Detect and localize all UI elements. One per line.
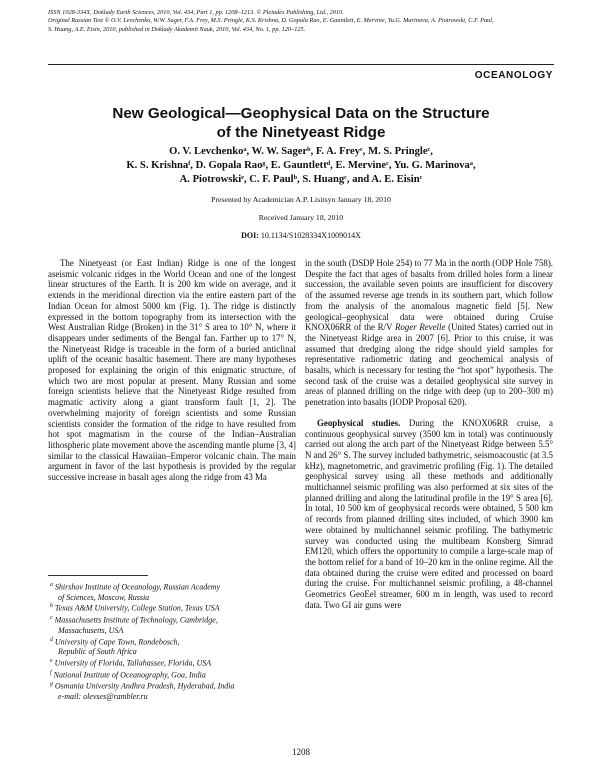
affiliation-line: Republic of South Africa	[58, 647, 137, 657]
author-line: K. S. Krishnaᶠ, D. Gopala Raoᵍ, E. Gauntlettᵈ, E. Mervineᶜ, Yu. G. Marinovaᵃ,	[126, 160, 476, 172]
author-list	[48, 145, 554, 188]
right-column	[305, 258, 553, 611]
title-line: of the Ninetyeast Ridge	[216, 124, 386, 141]
affiliation-mark: d	[50, 636, 53, 643]
article-title	[48, 104, 554, 142]
header-rule	[48, 64, 554, 65]
geophysical-paragraph	[305, 418, 553, 611]
affiliation-line: Massachusetts, USA	[58, 625, 124, 635]
journal-header	[48, 9, 554, 34]
affiliation-line: Shirshov Institute of Oceanology, Russian Academy	[54, 582, 221, 592]
affiliation-a	[48, 581, 298, 602]
affiliation-line: National Institute of Oceanography, Goa, India	[53, 670, 206, 680]
intro-continuation-paragraph	[305, 258, 553, 408]
footnote-rule	[48, 575, 148, 576]
header-line: S. Huang, A.E. Eisin, 2010, published in Doklady Akademii Nauk, 2010, Vol. 434, No. 1, pp. 120–125.	[48, 25, 306, 33]
contact-email[interactable]: e-mail: olevses@rambler.ru	[58, 691, 148, 701]
affiliation-c	[48, 614, 298, 635]
left-column	[48, 258, 296, 483]
received-date: Received January 18, 2010	[258, 213, 344, 222]
affiliation-mark: g	[50, 681, 53, 688]
affiliation-mark: f	[50, 669, 52, 676]
page-number: 1208	[292, 747, 310, 757]
affiliation-line: of Sciences, Moscow, Russia	[58, 592, 150, 602]
title-line: New Geological—Geophysical Data on the Structure	[112, 105, 490, 122]
author-line: A. Piotrowskiᵉ, C. F. Paulᵇ, S. Huangᶜ, and A. E. Eisinᶜ	[179, 174, 423, 186]
text-run: During the KNOX06RR cruise, a continuous geophysical survey (3500 km in total) was continuously carried out along the arch part of the Ninetyeast Ridge between 5.5° N and 26° S. The survey included bathymetric, seismoacoustic (at 3.5 kHz), magnetometric, and gravimetric profiling (Fig. 1). The detailed geophysical survey using all these methods and additionally multichannel seismic profiling was also performed at six sites of the planned drilling and along the latitudinal profile in the 19° S area [6]. In total, 10 500 km of geophysical records were obtained, 5 500 km of records from planned drilling sites included, of which 3900 km were obtained by multichannel seismic profiling. The bathymetric survey was conducted using the multibeam Konsberg Simrad EM120, which offers the opportunity to compile a large-scale map of the bottom relief for a band of 10–20 km in the online regime. All the data obtained during the cruise were edited and processed on board during the cruise. For multichannel seismic profiling, a 48-channel Geometrics GeoEel streamer, 600 m in length, was used to record data. Two GI air guns were	[305, 417, 553, 610]
doi-value: 10.1134/S1028334X1009014X	[260, 231, 361, 240]
affiliation-mark: c	[50, 615, 53, 622]
affiliation-f	[48, 669, 298, 681]
affiliation-line: Osmania University Andhra Pradesh, Hyderabad, India	[54, 681, 235, 691]
author-line: O. V. Levchenkoᵃ, W. W. Sagerᵇ, F. A. Freyᶜ, M. S. Pringleᶜ,	[169, 146, 433, 157]
presented-by: Presented by Academician A.P. Lisitsyn January 18, 2010	[211, 195, 391, 204]
affiliation-mark: e	[50, 657, 53, 664]
affiliation-mark: a	[50, 582, 53, 588]
affiliation-line: University of Cape Town, Rondebosch,	[54, 637, 180, 647]
text-run: in the south (DSDP Hole 254) to 77 Ma in the north (ODP Hole 758). Despite the fact that ages of basalts from drilled holes form a linear succession, the available seven points are insufficient for discovery of the assumed reverse age trends in its southern part, which follow from the analysis of the anomalous magnetic field [5]. New geological–geophysical data were obtained during Cruise KNOX06RR of the R/V	[305, 258, 553, 333]
affiliation-b	[48, 602, 298, 614]
affiliation-line: Texas A&M University, College Station, Texas USA	[54, 604, 220, 614]
affiliation-d	[48, 636, 298, 657]
header-line: Original Russian Text © O.V. Levchenko, W.W. Sager, F.A. Frey, M.S. Pringle, K.S. Krishna, D. Gopala Rao, E. Gauntlett, E. Mervine, Yu.G. Marinova, A. Piotrowski, C.F. Paul,	[48, 17, 494, 25]
affiliation-e	[48, 657, 298, 669]
intro-paragraph: The Ninetyeast (or East Indian) Ridge is one of the longest aseismic volcanic ridges in the World Ocean and one of the longest linear structures of the Earth. It is 200 km wide on average, and it extends in the meridional direction via the entire eastern part of the Indian Ocean for almost 5000 km (Fig. 1). The ridge is distinctly expressed in the bottom topography from its intersection with the West Australian Ridge (Broken) in the 31° S area to 10° N, where it disappears under sediments of the Bengal fan. Farther up to 17° N, the Ninetyeast Ridge is traceable in the form of a buried anticlinal uplift of the oceanic basaltic basement. There are many hypotheses proposed for explaining the origin of this enigmatic structure, of which two are most popular at present. Many Russian and some foreign scientists believe that the Ninetyeast Ridge resulted from magmatic activity along a giant transform fault [1, 2]. The overwhelming majority of foreign scientists and some Russian scientists consider the formation of the ridge to have resulted from hot spot magmatism in the course of the Indian–Australian lithospheric plate movement above the ascending mantle plume [3, 4] similar to the classical Hawaiian–Emperor volcanic chain. The main argument in favor of the last hypothesis is provided by the regular successive increase in basalt ages along the ridge from 43 Ma	[48, 258, 296, 483]
doi-label: DOI:	[241, 231, 259, 240]
affiliation-g	[48, 680, 298, 692]
section-label: OCEANOLOGY	[474, 70, 553, 81]
affiliation-line: University of Florida, Tallahassee, Florida, USA	[54, 658, 212, 668]
ship-name: Roger Revelle	[394, 322, 446, 333]
section-heading: Geophysical studies.	[317, 417, 401, 428]
doi-line	[48, 231, 554, 240]
affiliation-mark: b	[50, 603, 53, 610]
affiliation-line: Massachusetts Institute of Technology, Cambridge,	[54, 615, 218, 625]
affiliations	[48, 581, 298, 702]
header-line: ISSN 1028-334X, Doklady Earth Sciences, 2010, Vol. 434, Part 1, pp. 1208–1213. © Pleiades Publishing, Ltd., 2010.	[48, 9, 344, 16]
text-run: (United States) carried out in the Ninetyeast Ridge area in 2007 [6]. Prior to this cruise, it was assumed that dredging along the ridge should yield samples for representative radiometric dating and geochemical analysis of basalts, which is necessary for testing the “hot spot” hypothesis. The second task of the cruise was a detailed geophysical site survey in areas of planned drilling on the ridge with deep (up to 200–300 m) penetration into basalts (IODP Proposal 620).	[305, 322, 553, 408]
